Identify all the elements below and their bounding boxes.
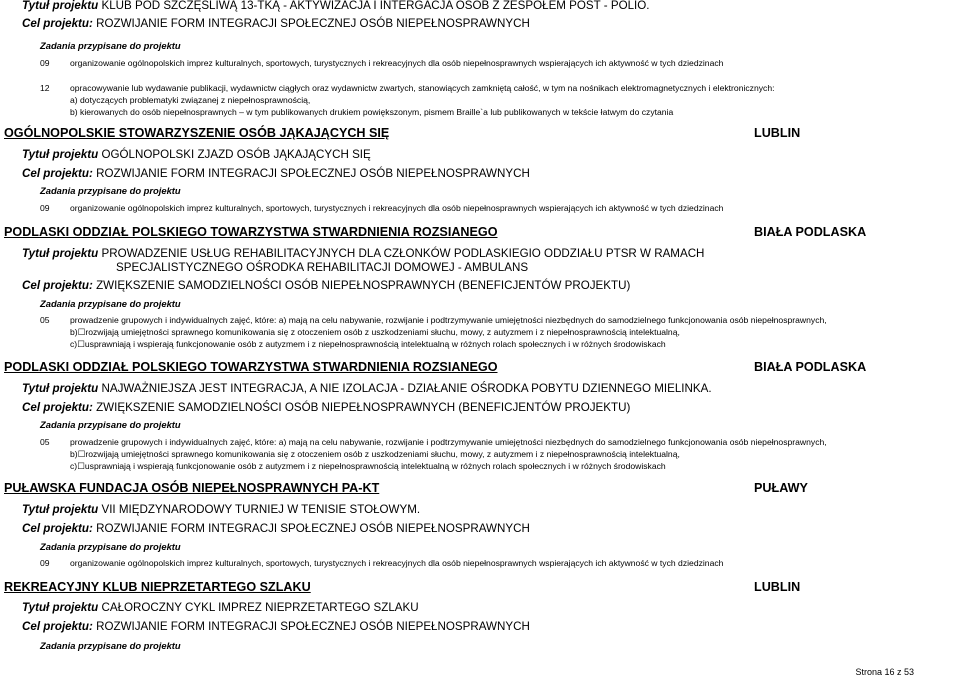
title-line bbox=[22, 148, 371, 161]
top-goal-line bbox=[22, 17, 530, 30]
task-item bbox=[40, 203, 723, 213]
task-text-line: b) kierowanych do osób niepełnosprawnych – w tym publikowanych drukiem powiększonym, pismem Braille`a lub publikowanych w tekście łatwym do czytania bbox=[70, 107, 674, 117]
task-text-line: c)☐usprawniają i wspierają funkcjonowanie osób z autyzmem i z niepełnosprawnością intelektualną w różnych rolach społecznych i w różnych środowiskach bbox=[70, 339, 666, 349]
project-title: OGÓLNOPOLSKI ZJAZD OSÓB JĄKAJĄCYCH SIĘ bbox=[101, 148, 371, 161]
task-text: organizowanie ogólnopolskich imprez kulturalnych, sportowych, turystycznych i rekreacyjnych dla osób niepełnosprawnych wspierających ich aktywność w tych dziedzinach bbox=[70, 58, 724, 68]
project-goal: ZWIĘKSZENIE SAMODZIELNOŚCI OSÓB NIEPEŁNOSPRAWNYCH (BENEFICJENTÓW PROJEKTU) bbox=[96, 401, 631, 414]
project-title: CAŁOROCZNY CYKL IMPREZ NIEPRZETARTEGO SZLAKU bbox=[101, 601, 419, 614]
title-line bbox=[22, 247, 704, 260]
tasks-label: Zadania przypisane do projektu bbox=[40, 298, 181, 309]
title-line bbox=[22, 601, 419, 614]
task-text: organizowanie ogólnopolskich imprez kulturalnych, sportowych, turystycznych i rekreacyjnych dla osób niepełnosprawnych wspierających ich aktywność w tych dziedzinach bbox=[70, 203, 724, 213]
project-title: PROWADZENIE USŁUG REHABILITACYJNYCH DLA CZŁONKÓW PODLASKIEGIO ODDZIAŁU PTSR W RAMACH bbox=[101, 247, 705, 260]
task-number: 09 bbox=[40, 203, 50, 213]
task-item bbox=[40, 83, 775, 93]
task-text: opracowywanie lub wydawanie publikacji, wydawnictw ciągłych oraz wydawnictw zwartych, stanowiących zamkniętą całość, w tym na nośnikach elektromagnetycznych i elektronicznych: bbox=[70, 83, 775, 93]
goal-line bbox=[22, 522, 530, 535]
goal-label: Cel projektu: bbox=[22, 167, 93, 180]
task-item bbox=[40, 58, 723, 68]
tasks-label: Zadania przypisane do projektu bbox=[40, 640, 181, 651]
task-number: 09 bbox=[40, 58, 50, 68]
goal-line bbox=[22, 279, 630, 292]
organization-name: PUŁAWSKA FUNDACJA OSÓB NIEPEŁNOSPRAWNYCH PA-KT bbox=[4, 481, 380, 495]
tasks-label: Zadania przypisane do projektu bbox=[40, 40, 181, 51]
task-text: prowadzenie grupowych i indywidualnych zajęć, które: a) mają na celu nabywanie, rozwijanie i podtrzymywanie umiejętności niezbędnych do samodzielnego funkcjonowania osób niepełnosprawnych, bbox=[70, 437, 827, 447]
goal-line bbox=[22, 167, 530, 180]
tasks-label: Zadania przypisane do projektu bbox=[40, 419, 181, 430]
goal-label: Cel projektu: bbox=[22, 17, 93, 30]
title-label: Tytuł projektu bbox=[22, 601, 99, 614]
task-text-line: b)☐rozwijają umiejętności sprawnego komunikowania się z otoczeniem osób z uszkodzeniami słuchu, mowy, z autyzmem i z niepełnosprawnością intelektualną, bbox=[70, 327, 680, 337]
project-title: NAJWAŻNIEJSZA JEST INTEGRACJA, A NIE IZOLACJA - DZIAŁANIE OŚRODKA POBYTU DZIENNEGO MIELINKA. bbox=[101, 382, 712, 395]
goal-label: Cel projektu: bbox=[22, 620, 93, 633]
title-label: Tytuł projektu bbox=[22, 382, 99, 395]
organization-name: PODLASKI ODDZIAŁ POLSKIEGO TOWARZYSTWA STWARDNIENIA ROZSIANEGO bbox=[4, 225, 498, 239]
organization-name: OGÓLNOPOLSKIE STOWARZYSZENIE OSÓB JĄKAJĄCYCH SIĘ bbox=[4, 126, 390, 140]
task-number: 12 bbox=[40, 83, 50, 93]
top-title-line bbox=[22, 0, 650, 12]
project-goal: ROZWIJANIE FORM INTEGRACJI SPOŁECZNEJ OSÓB NIEPEŁNOSPRAWNYCH bbox=[96, 620, 530, 633]
task-item bbox=[40, 558, 723, 568]
goal-label: Cel projektu: bbox=[22, 522, 93, 535]
task-text-line: a) dotyczących problematyki związanej z niepełnosprawnością, bbox=[70, 95, 311, 105]
title-label: Tytuł projektu bbox=[22, 0, 99, 12]
task-number: 09 bbox=[40, 558, 50, 568]
project-goal: ROZWIJANIE FORM INTEGRACJI SPOŁECZNEJ OSÓB NIEPEŁNOSPRAWNYCH bbox=[96, 167, 530, 180]
project-title: VII MIĘDZYNARODOWY TURNIEJ W TENISIE STOŁOWYM. bbox=[101, 503, 421, 516]
project-goal: ROZWIJANIE FORM INTEGRACJI SPOŁECZNEJ OSÓB NIEPEŁNOSPRAWNYCH bbox=[96, 17, 530, 30]
goal-label: Cel projektu: bbox=[22, 401, 93, 414]
task-text-line: b)☐rozwijają umiejętności sprawnego komunikowania się z otoczeniem osób z uszkodzeniami słuchu, mowy, z autyzmem i z niepełnosprawnością intelektualną, bbox=[70, 449, 680, 459]
task-item bbox=[40, 437, 827, 447]
task-item bbox=[40, 315, 827, 325]
title-label: Tytuł projektu bbox=[22, 503, 99, 516]
city-name: BIAŁA PODLASKA bbox=[754, 225, 867, 239]
goal-label: Cel projektu: bbox=[22, 279, 93, 292]
title-label: Tytuł projektu bbox=[22, 148, 99, 161]
project-title: KLUB POD SZCZĘŚLIWĄ 13-TKĄ - AKTYWIZACJA I INTERGACJA OSÓB Z ZESPOŁEM POST - POLIO. bbox=[101, 0, 650, 12]
page-number: Strona 16 z 53 bbox=[855, 667, 914, 677]
goal-line bbox=[22, 401, 630, 414]
title-line bbox=[22, 503, 420, 516]
tasks-label: Zadania przypisane do projektu bbox=[40, 185, 181, 196]
task-text: organizowanie ogólnopolskich imprez kulturalnych, sportowych, turystycznych i rekreacyjnych dla osób niepełnosprawnych wspierających ich aktywność w tych dziedzinach bbox=[70, 558, 724, 568]
title-line bbox=[22, 382, 712, 395]
organization-name: REKREACYJNY KLUB NIEPRZETARTEGO SZLAKU bbox=[4, 580, 311, 594]
city-name: BIAŁA PODLASKA bbox=[754, 360, 867, 374]
project-goal: ROZWIJANIE FORM INTEGRACJI SPOŁECZNEJ OSÓB NIEPEŁNOSPRAWNYCH bbox=[96, 522, 530, 535]
city-name: LUBLIN bbox=[754, 580, 801, 594]
task-number: 05 bbox=[40, 315, 50, 325]
project-title-cont: SPECJALISTYCZNEGO OŚRODKA REHABILITACJI DOMOWEJ - AMBULANS bbox=[116, 261, 529, 274]
city-name: LUBLIN bbox=[754, 126, 801, 140]
task-text-line: c)☐usprawniają i wspierają funkcjonowanie osób z autyzmem i z niepełnosprawnością intelektualną w różnych rolach społecznych i w różnych środowiskach bbox=[70, 461, 666, 471]
goal-line bbox=[22, 620, 530, 633]
organization-name: PODLASKI ODDZIAŁ POLSKIEGO TOWARZYSTWA STWARDNIENIA ROZSIANEGO bbox=[4, 360, 498, 374]
tasks-label: Zadania przypisane do projektu bbox=[40, 541, 181, 552]
project-goal: ZWIĘKSZENIE SAMODZIELNOŚCI OSÓB NIEPEŁNOSPRAWNYCH (BENEFICJENTÓW PROJEKTU) bbox=[96, 279, 631, 292]
city-name: PUŁAWY bbox=[754, 481, 808, 495]
task-number: 05 bbox=[40, 437, 50, 447]
title-label: Tytuł projektu bbox=[22, 247, 99, 260]
task-text: prowadzenie grupowych i indywidualnych zajęć, które: a) mają na celu nabywanie, rozwijanie i podtrzymywanie umiejętności niezbędnych do samodzielnego funkcjonowania osób niepełnosprawnych, bbox=[70, 315, 827, 325]
